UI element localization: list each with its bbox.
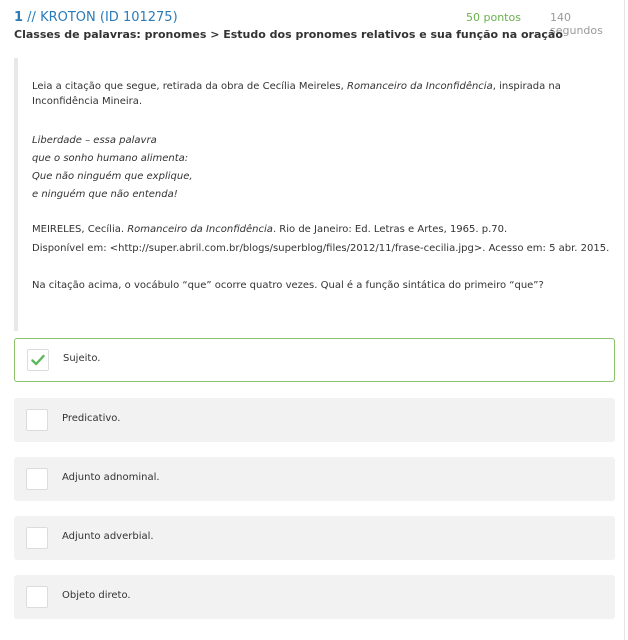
option-checkbox[interactable] xyxy=(27,349,49,371)
question-number: 1 xyxy=(14,10,24,25)
option-label: Objeto direto. xyxy=(62,590,131,601)
option-label: Predicativo. xyxy=(62,413,121,424)
intro-end: , inspirada na Inconfidência Mineira. xyxy=(32,81,561,107)
poem-line: Liberdade – essa palavra xyxy=(32,135,157,146)
poem-line: Que não ninguém que explique, xyxy=(32,171,193,182)
option-objeto-direto[interactable] xyxy=(14,575,615,619)
option-adjunto-adnominal[interactable] xyxy=(14,457,615,501)
option-checkbox[interactable] xyxy=(26,586,48,608)
option-label: Adjunto adnominal. xyxy=(62,472,160,483)
poem xyxy=(32,132,193,204)
poem-line: e ninguém que não entenda! xyxy=(32,189,178,200)
option-checkbox[interactable] xyxy=(26,468,48,490)
option-checkbox[interactable] xyxy=(26,409,48,431)
check-icon xyxy=(31,354,45,366)
option-label: Sujeito. xyxy=(63,353,101,364)
reference-title: Romanceiro da Inconfidência xyxy=(127,224,273,235)
option-checkbox[interactable] xyxy=(26,527,48,549)
points-label: 50 pontos xyxy=(466,11,521,24)
reference-link: Disponível em: <http://super.abril.com.br/blogs/superblog/files/2012/11/frase-cecilia.jpg>. Acesso em: 5 abr. 2015. xyxy=(32,243,610,254)
reference-author: MEIRELES, Cecília. xyxy=(32,224,128,235)
reference xyxy=(32,222,507,237)
poem-line: que o sonho humano alimenta: xyxy=(32,153,189,164)
question-statement xyxy=(14,58,614,331)
time-label: 140 segundos xyxy=(550,11,603,37)
reference-rest: . Rio de Janeiro: Ed. Letras e Artes, 1965. p.70. xyxy=(272,224,508,235)
intro-start: Leia a citação que segue, retirada da obra de Cecília Meireles, xyxy=(32,81,347,92)
option-label: Adjunto adverbial. xyxy=(62,531,154,542)
intro-text xyxy=(32,79,592,109)
question-prompt: Na citação acima, o vocábulo “que” ocorre quatro vezes. Qual é a função sintática do primeiro “que”? xyxy=(32,280,544,291)
intro-book-title: Romanceiro da Inconfidência xyxy=(347,81,493,92)
option-predicativo[interactable] xyxy=(14,398,615,442)
question-source: // KROTON (ID 101275) xyxy=(23,10,178,25)
breadcrumb: Classes de palavras: pronomes > Estudo dos pronomes relativos e sua função na oração xyxy=(14,28,563,41)
question-header xyxy=(14,10,618,44)
question-title xyxy=(14,10,178,25)
divider xyxy=(624,0,625,640)
option-sujeito[interactable] xyxy=(14,338,615,382)
option-adjunto-adverbial[interactable] xyxy=(14,516,615,560)
